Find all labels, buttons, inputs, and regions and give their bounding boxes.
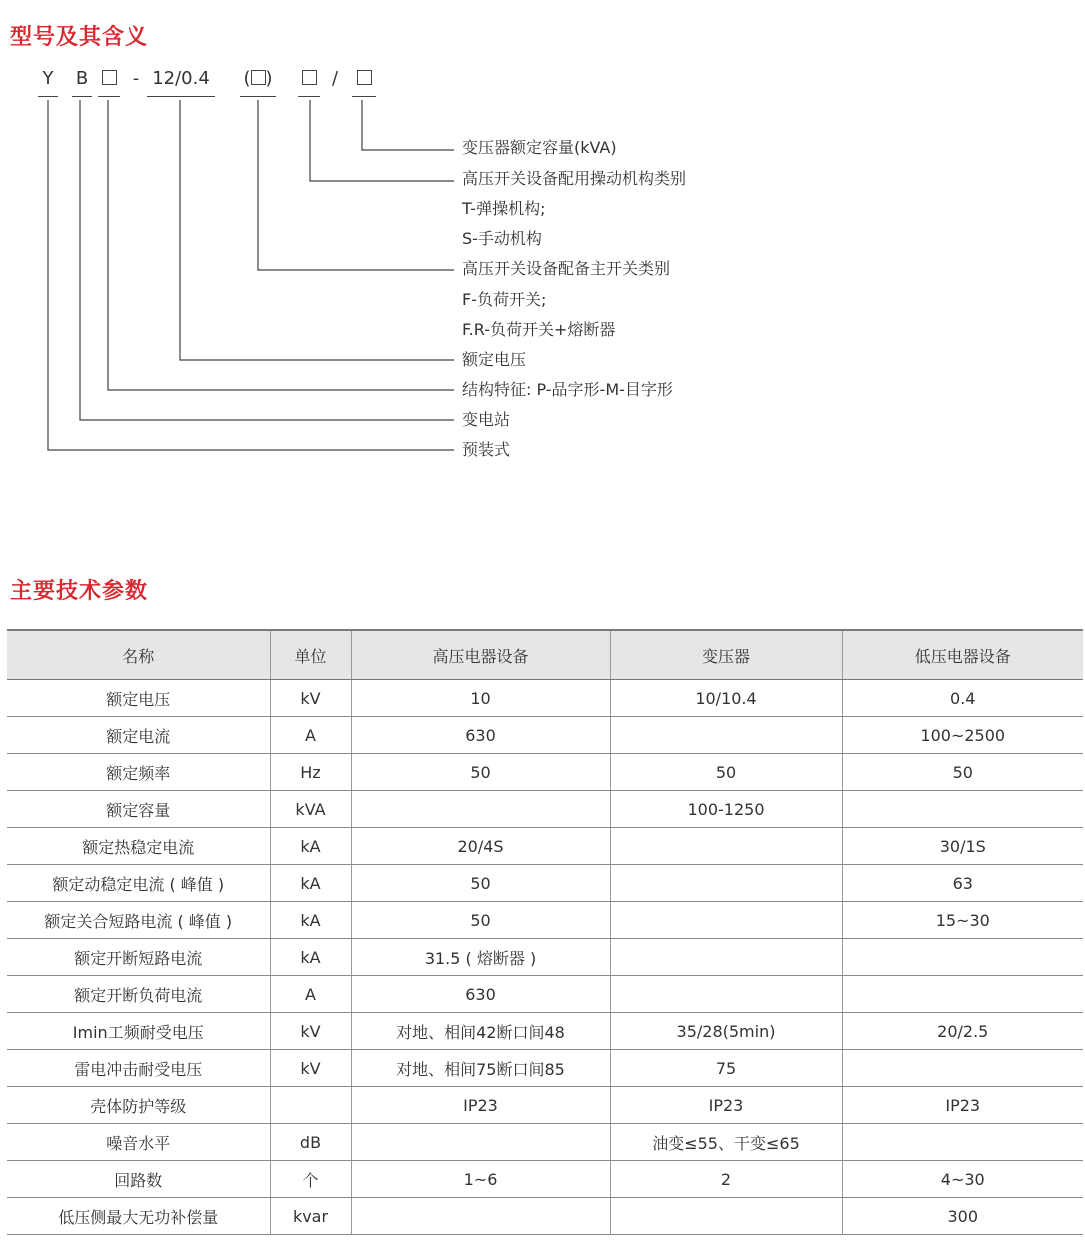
table-row bbox=[7, 1087, 1083, 1124]
leader-mechanism bbox=[310, 100, 454, 181]
table-row bbox=[7, 828, 1083, 865]
cell bbox=[842, 976, 1083, 1013]
cell: 对地、相间75断口间85 bbox=[351, 1050, 610, 1087]
desc-spring-mechanism: T-弹操机构; bbox=[462, 199, 546, 218]
cell: 75 bbox=[610, 1050, 842, 1087]
cell: 额定动稳定电流 ( 峰值 ) bbox=[7, 865, 270, 902]
cell: 1~6 bbox=[351, 1161, 610, 1198]
cell: 额定开断短路电流 bbox=[7, 939, 270, 976]
table-row bbox=[7, 902, 1083, 939]
cell: 63 bbox=[842, 865, 1083, 902]
leader-substation bbox=[80, 100, 454, 420]
desc-main-switch: 高压开关设备配备主开关类别 bbox=[462, 259, 671, 278]
placeholder-box-icon bbox=[357, 70, 372, 85]
cell: 50 bbox=[610, 754, 842, 791]
cell: 噪音水平 bbox=[7, 1124, 270, 1161]
cell: Hz bbox=[270, 754, 351, 791]
header-name: 名称 bbox=[7, 630, 270, 680]
cell: 雷电冲击耐受电压 bbox=[7, 1050, 270, 1087]
table-row bbox=[7, 1161, 1083, 1198]
section-title-model: 型号及其含义 bbox=[10, 25, 149, 50]
desc-manual-mechanism: S-手动机构 bbox=[462, 229, 542, 248]
spec-table bbox=[7, 629, 1083, 1235]
cell: 50 bbox=[351, 865, 610, 902]
header-transformer: 变压器 bbox=[610, 630, 842, 680]
cell: kA bbox=[270, 865, 351, 902]
cell bbox=[351, 1124, 610, 1161]
cell: kA bbox=[270, 902, 351, 939]
cell bbox=[351, 791, 610, 828]
cell: 10 bbox=[351, 680, 610, 717]
placeholder-box-icon bbox=[102, 70, 117, 85]
cell: 回路数 bbox=[7, 1161, 270, 1198]
cell: kV bbox=[270, 1050, 351, 1087]
cell: 100~2500 bbox=[842, 717, 1083, 754]
cell: 35/28(5min) bbox=[610, 1013, 842, 1050]
table-header-row bbox=[7, 630, 1083, 680]
table-row bbox=[7, 865, 1083, 902]
leader-voltage bbox=[180, 100, 454, 360]
leader-main-switch bbox=[258, 100, 454, 270]
cell bbox=[610, 717, 842, 754]
cell: kVA bbox=[270, 791, 351, 828]
section-title-params: 主要技术参数 bbox=[10, 579, 149, 604]
cell: 4~30 bbox=[842, 1161, 1083, 1198]
cell: 50 bbox=[351, 754, 610, 791]
cell bbox=[842, 1124, 1083, 1161]
code-char-y: Y bbox=[38, 68, 58, 89]
cell: IP23 bbox=[351, 1087, 610, 1124]
cell bbox=[610, 1198, 842, 1235]
cell bbox=[842, 791, 1083, 828]
cell: 20/2.5 bbox=[842, 1013, 1083, 1050]
desc-load-switch-fuse: F.R-负荷开关+熔断器 bbox=[462, 320, 616, 339]
cell bbox=[842, 939, 1083, 976]
table-row bbox=[7, 754, 1083, 791]
cell: kV bbox=[270, 680, 351, 717]
cell bbox=[610, 828, 842, 865]
cell bbox=[610, 865, 842, 902]
cell: 100-1250 bbox=[610, 791, 842, 828]
placeholder-box-icon bbox=[302, 70, 317, 85]
cell: 50 bbox=[842, 754, 1083, 791]
cell: IP23 bbox=[610, 1087, 842, 1124]
cell: 额定开断负荷电流 bbox=[7, 976, 270, 1013]
cell bbox=[270, 1087, 351, 1124]
code-slash: / bbox=[331, 68, 339, 89]
code-voltage: 12/0.4 bbox=[147, 68, 215, 89]
desc-substation: 变电站 bbox=[462, 410, 511, 429]
cell: 0.4 bbox=[842, 680, 1083, 717]
cell: 额定电流 bbox=[7, 717, 270, 754]
table-row bbox=[7, 1050, 1083, 1087]
cell: Imin工频耐受电压 bbox=[7, 1013, 270, 1050]
cell: 15~30 bbox=[842, 902, 1083, 939]
cell: dB bbox=[270, 1124, 351, 1161]
cell: 20/4S bbox=[351, 828, 610, 865]
cell: 30/1S bbox=[842, 828, 1083, 865]
cell: kA bbox=[270, 939, 351, 976]
desc-load-switch: F-负荷开关; bbox=[462, 290, 547, 309]
cell: A bbox=[270, 717, 351, 754]
code-box-capacity bbox=[352, 68, 376, 89]
table-row bbox=[7, 791, 1083, 828]
desc-prefab: 预装式 bbox=[462, 440, 511, 459]
cell: 2 bbox=[610, 1161, 842, 1198]
placeholder-box-icon bbox=[251, 70, 266, 85]
cell: kvar bbox=[270, 1198, 351, 1235]
code-box-main-switch: ( ) bbox=[240, 68, 276, 89]
cell: 31.5 ( 熔断器 ) bbox=[351, 939, 610, 976]
leader-capacity bbox=[362, 100, 454, 150]
cell: 额定电压 bbox=[7, 680, 270, 717]
cell bbox=[610, 976, 842, 1013]
desc-rated-voltage: 额定电压 bbox=[462, 350, 527, 369]
cell: 个 bbox=[270, 1161, 351, 1198]
cell: 300 bbox=[842, 1198, 1083, 1235]
leader-structure bbox=[108, 100, 454, 390]
table-row bbox=[7, 1013, 1083, 1050]
cell: IP23 bbox=[842, 1087, 1083, 1124]
cell: kV bbox=[270, 1013, 351, 1050]
cell: 额定频率 bbox=[7, 754, 270, 791]
table-row bbox=[7, 1124, 1083, 1161]
cell: 额定热稳定电流 bbox=[7, 828, 270, 865]
desc-capacity: 变压器额定容量(kVA) bbox=[462, 138, 617, 157]
cell bbox=[351, 1198, 610, 1235]
cell bbox=[842, 1050, 1083, 1087]
header-hv: 高压电器设备 bbox=[351, 630, 610, 680]
desc-mechanism: 高压开关设备配用操动机构类别 bbox=[462, 169, 687, 188]
cell: 50 bbox=[351, 902, 610, 939]
header-unit: 单位 bbox=[270, 630, 351, 680]
cell: 对地、相间42断口间48 bbox=[351, 1013, 610, 1050]
leader-prefab bbox=[48, 100, 454, 450]
cell: 630 bbox=[351, 717, 610, 754]
header-lv: 低压电器设备 bbox=[842, 630, 1083, 680]
cell: 低压侧最大无功补偿量 bbox=[7, 1198, 270, 1235]
table-row bbox=[7, 680, 1083, 717]
cell bbox=[610, 902, 842, 939]
cell: 油变≤55、干变≤65 bbox=[610, 1124, 842, 1161]
cell: 额定容量 bbox=[7, 791, 270, 828]
code-char-b: B bbox=[72, 68, 92, 89]
table-row bbox=[7, 717, 1083, 754]
cell: A bbox=[270, 976, 351, 1013]
cell: 630 bbox=[351, 976, 610, 1013]
cell bbox=[610, 939, 842, 976]
table-row bbox=[7, 1198, 1083, 1235]
code-box-mechanism bbox=[298, 68, 320, 89]
table-row bbox=[7, 939, 1083, 976]
code-dash: - bbox=[132, 68, 140, 89]
cell: 10/10.4 bbox=[610, 680, 842, 717]
table-row bbox=[7, 976, 1083, 1013]
desc-structure: 结构特征: P-品字形-M-目字形 bbox=[462, 380, 673, 399]
cell: 壳体防护等级 bbox=[7, 1087, 270, 1124]
cell: kA bbox=[270, 828, 351, 865]
code-box-structure bbox=[98, 68, 120, 89]
cell: 额定关合短路电流 ( 峰值 ) bbox=[7, 902, 270, 939]
